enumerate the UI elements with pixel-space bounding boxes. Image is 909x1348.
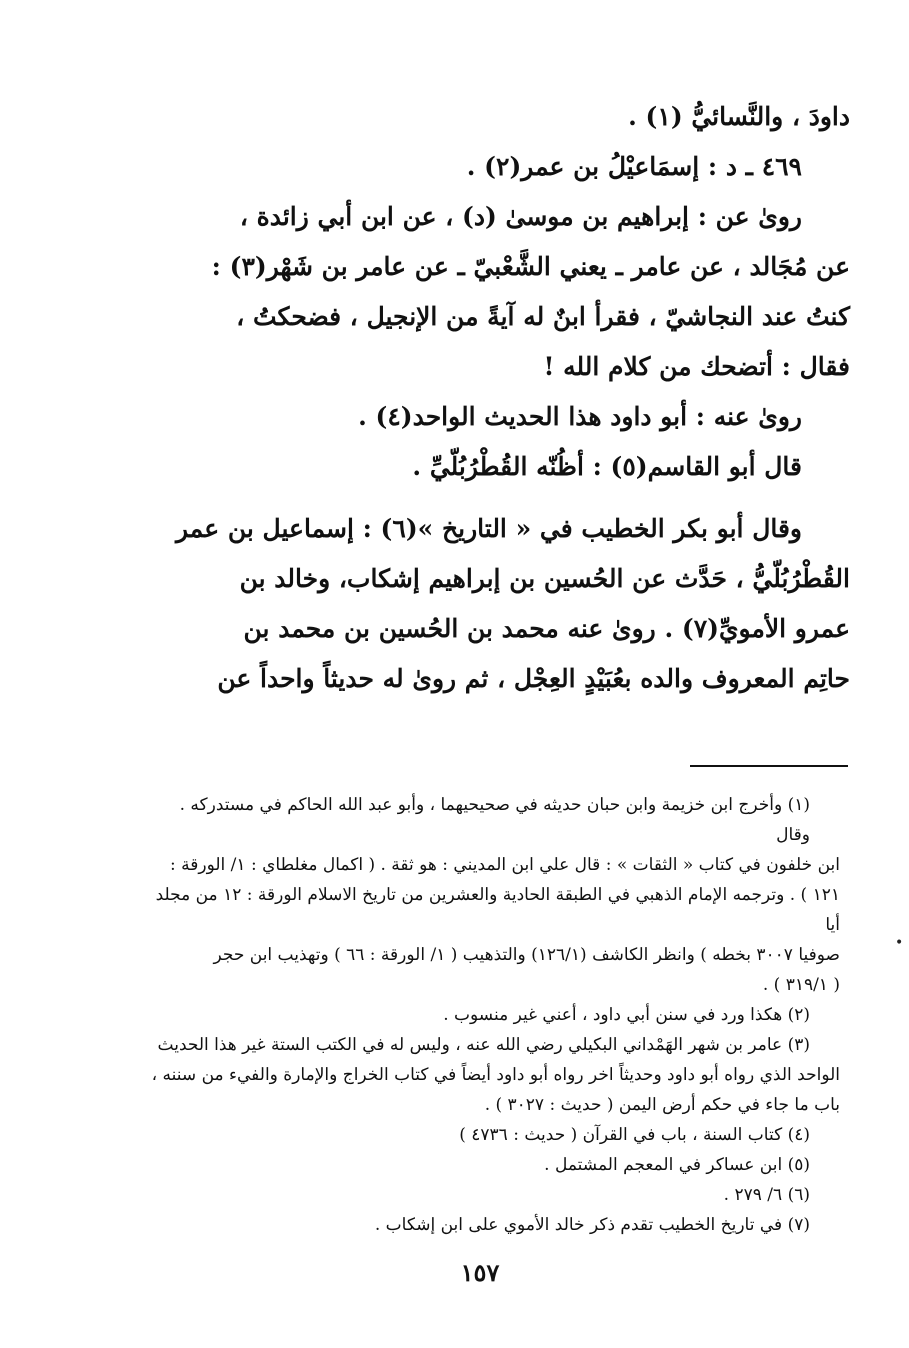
- footnote-line: (٢) هكذا ورد في سنن أبي داود ، أعني غير منسوب .: [443, 1005, 810, 1025]
- margin-ink-mark: •: [895, 935, 904, 951]
- footnote-line: الواحد الذي رواه أبو داود وحديثاً اخر رواه أبو داود أيضاً في كتاب الخراج والإمارة والفيء من سننه ،: [151, 1065, 840, 1085]
- footnote-line: (١) وأخرج ابن خزيمة وابن حبان حديثه في صحيحيهما ، وأبو عبد الله الحاكم في مستدركه . وقال: [179, 795, 810, 845]
- text-line: وقال أبو بكر الخطيب في « التاريخ »(٦) : إسماعيل بن عمر: [176, 514, 802, 543]
- paragraph-narrated-by: [150, 392, 850, 442]
- text-line: فقال : أتضحك من كلام الله !: [543, 352, 850, 381]
- footnote-line: (٣) عامر بن شهر الهَمْداني البكيلي رضي الله عنه ، وليس له في الكتب الستة غير هذا الحديث: [157, 1035, 810, 1055]
- text-line: حاتِم المعروف والده بعُبَيْدٍ العِجْل ، ثم روىٰ له حديثاً واحداً عن: [217, 664, 850, 693]
- footnote-line: باب ما جاء في حكم أرض اليمن ( حديث : ٣٠٢٧ ) .: [484, 1095, 840, 1115]
- entry-title: ٤٦٩ ـ د : إسمَاعيْلُ بن عمر(٢) .: [466, 152, 802, 181]
- footnote-4: [150, 1120, 840, 1150]
- main-text: [150, 92, 850, 704]
- footnote-line: ابن خلفون في كتاب « الثقات » : قال علي ابن المديني : هو ثقة . ( اكمال مغلطاي : ١/ الورقة :: [170, 855, 840, 875]
- entry-heading: [150, 142, 850, 192]
- footnote-5: [150, 1150, 840, 1180]
- footnote-7: [150, 1210, 840, 1240]
- text-line: عمرو الأمويِّ(٧) . روىٰ عنه محمد بن الحُسين بن محمد بن: [243, 614, 850, 643]
- paragraph-opening: [150, 92, 850, 142]
- footnote-line: (٤) كتاب السنة ، باب في القرآن ( حديث : ٤٧٣٦ ): [459, 1125, 810, 1145]
- footnote-3: [150, 1030, 840, 1120]
- page-number: ١٥٧: [460, 1258, 500, 1287]
- footnotes: [150, 790, 840, 1240]
- paragraph-narrated-from: [150, 192, 850, 392]
- text-line: عن مُجَالد ، عن عامر ـ يعني الشَّعْبيّ ـ عن عامر بن شَهْر(٣) :: [211, 252, 850, 281]
- footnote-2: [150, 1000, 840, 1030]
- footnote-1: [150, 790, 840, 1000]
- text-line: روىٰ عنه : أبو داود هذا الحديث الواحد(٤) .: [358, 402, 802, 431]
- footnote-line: ( ٣١٩/١ ) .: [762, 975, 840, 995]
- footnote-line: (٥) ابن عساكر في المعجم المشتمل .: [544, 1155, 810, 1175]
- text-line: القُطْرُبُلّيُّ ، حَدَّث عن الحُسين بن إبراهيم إشكاب، وخالد بن: [239, 564, 850, 593]
- paragraph-abu-al-qasim: [150, 442, 850, 492]
- text-line: كنتُ عند النجاشيّ ، فقرأ ابنٌ له آيةً من الإنجيل ، فضحكتُ ،: [236, 302, 850, 331]
- footnote-separator: [690, 765, 848, 767]
- paragraph-gap: [150, 492, 850, 504]
- footnote-line: (٧) في تاريخ الخطيب تقدم ذكر خالد الأموي على ابن إشكاب .: [374, 1215, 810, 1235]
- footnote-line: (٦) ٦/ ٢٧٩ .: [723, 1185, 810, 1205]
- text-line: قال أبو القاسم(٥) : أظُنّه القُطْرُبُلّيِّ .: [412, 452, 802, 481]
- text-line: داودَ ، والنَّسائيُّ (١) .: [628, 102, 850, 131]
- footnote-6: [150, 1180, 840, 1210]
- text-line: روىٰ عن : إبراهيم بن موسىٰ (د) ، عن ابن أبي زائدة ،: [239, 202, 802, 231]
- footnote-line: ١٢١ ) . وترجمه الإمام الذهبي في الطبقة الحادية والعشرين من تاريخ الاسلام الورقة : ١٢ من مجلد أيا: [155, 885, 840, 935]
- footnote-line: صوفيا ٣٠٠٧ بخطه ) وانظر الكاشف (١٢٦/١) والتذهيب ( ١/ الورقة : ٦٦ ) وتهذيب ابن حجر: [213, 945, 840, 965]
- paragraph-khatib: [150, 504, 850, 704]
